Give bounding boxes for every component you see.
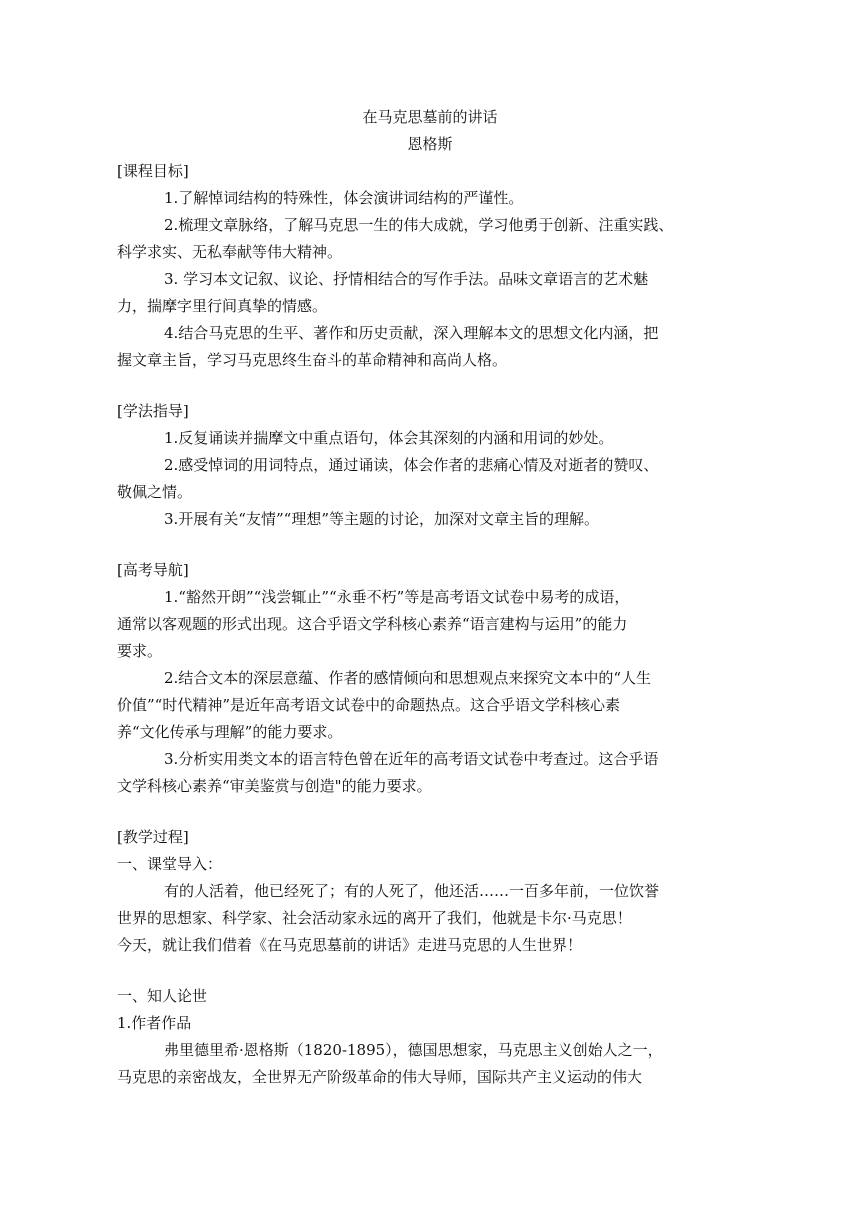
method-item-2: 2.感受悼词的用词特点，通过诵读，体会作者的悲痛心情及对逝者的赞叹、 [164,456,659,474]
section-heading-exam: [高考导航] [117,561,189,579]
method-item-1: 1.反复诵读并揣摩文中重点语句，体会其深刻的内涵和用词的妙处。 [164,429,614,447]
process-subheading-intro: 一、课堂导入： [117,855,223,873]
method-item-3: 3.开展有关“友情”“理想”等主题的讨论，加深对文章主旨的理解。 [164,510,599,528]
document-author: 恩格斯 [407,135,453,153]
exam-item-3: 3.分析实用类文本的语言特色曾在近年的高考语文试卷中考查过。这合乎语 [164,750,659,768]
goal-item-3: 3. 学习本文记叙、议论、抒情相结合的写作手法。品味文章语言的艺术魅 [164,270,649,288]
goal-item-1: 1.了解悼词结构的特殊性，体会演讲词结构的严谨性。 [164,189,524,207]
goal-item-4: 4.结合马克思的生平、著作和历史贡献，深入理解本文的思想文化内涵，把 [164,324,659,342]
exam-item-2-cont: 价值”“时代精神”是近年高考语文试卷中的命题热点。这合乎语文学科核心素 [117,696,621,714]
exam-item-2-cont: 养“文化传承与理解”的能力要求。 [117,723,343,741]
section-heading-process: [教学过程] [117,828,189,846]
goal-item-4-cont: 握文章主旨，学习马克思终生奋斗的革命精神和高尚人格。 [117,351,508,369]
exam-item-1-cont: 通常以客观题的形式出现。这合乎语文学科核心素养“语言建构与运用”的能力 [117,615,628,633]
process-subheading-author-works: 1.作者作品 [117,1014,192,1032]
goal-item-3-cont: 力，揣摩字里行间真挚的情感。 [117,297,328,315]
spacer [117,533,743,557]
exam-item-2: 2.结合文本的深层意蕴、作者的感情倾向和思想观点来探究文本中的“人生 [164,669,651,687]
spacer [117,374,743,398]
goal-item-2-cont: 科学求实、无私奉献等伟大精神。 [117,243,343,261]
spacer [117,959,743,983]
intro-paragraph-line: 有的人活着，他已经死了；有的人死了，他还活……一百多年前，一位饮誉 [164,882,660,900]
bio-paragraph-line: 弗里德里希·恩格斯（1820-1895），德国思想家，马克思主义创始人之一， [164,1041,663,1059]
intro-paragraph-line: 今天，就让我们借着《在马克思墓前的讲话》走进马克思的人生世界！ [117,936,583,954]
document-page [117,104,743,1091]
method-item-2-cont: 敬佩之情。 [117,483,193,501]
process-subheading-background: 一、知人论世 [117,987,208,1005]
spacer [117,800,743,824]
exam-item-1-cont: 要求。 [117,642,163,660]
exam-item-1: 1.“豁然开朗”“浅尝辄止”“永垂不朽”等是高考语文试卷中易考的成语， [164,588,630,606]
goal-item-2: 2.梳理文章脉络，了解马克思一生的伟大成就，学习他勇于创新、注重实践、 [164,216,674,234]
exam-item-3-cont: 文学科核心素养“审美鉴赏与创造"的能力要求。 [117,777,432,795]
section-heading-method: [学法指导] [117,402,189,420]
document-title: 在马克思墓前的讲话 [362,108,498,126]
section-heading-goals: [课程目标] [117,162,189,180]
intro-paragraph-line: 世界的思想家、科学家、社会活动家永远的离开了我们，他就是卡尔·马克思！ [117,909,632,927]
bio-paragraph-line: 马克思的亲密战友，全世界无产阶级革命的伟大导师，国际共产主义运动的伟大 [117,1068,643,1086]
